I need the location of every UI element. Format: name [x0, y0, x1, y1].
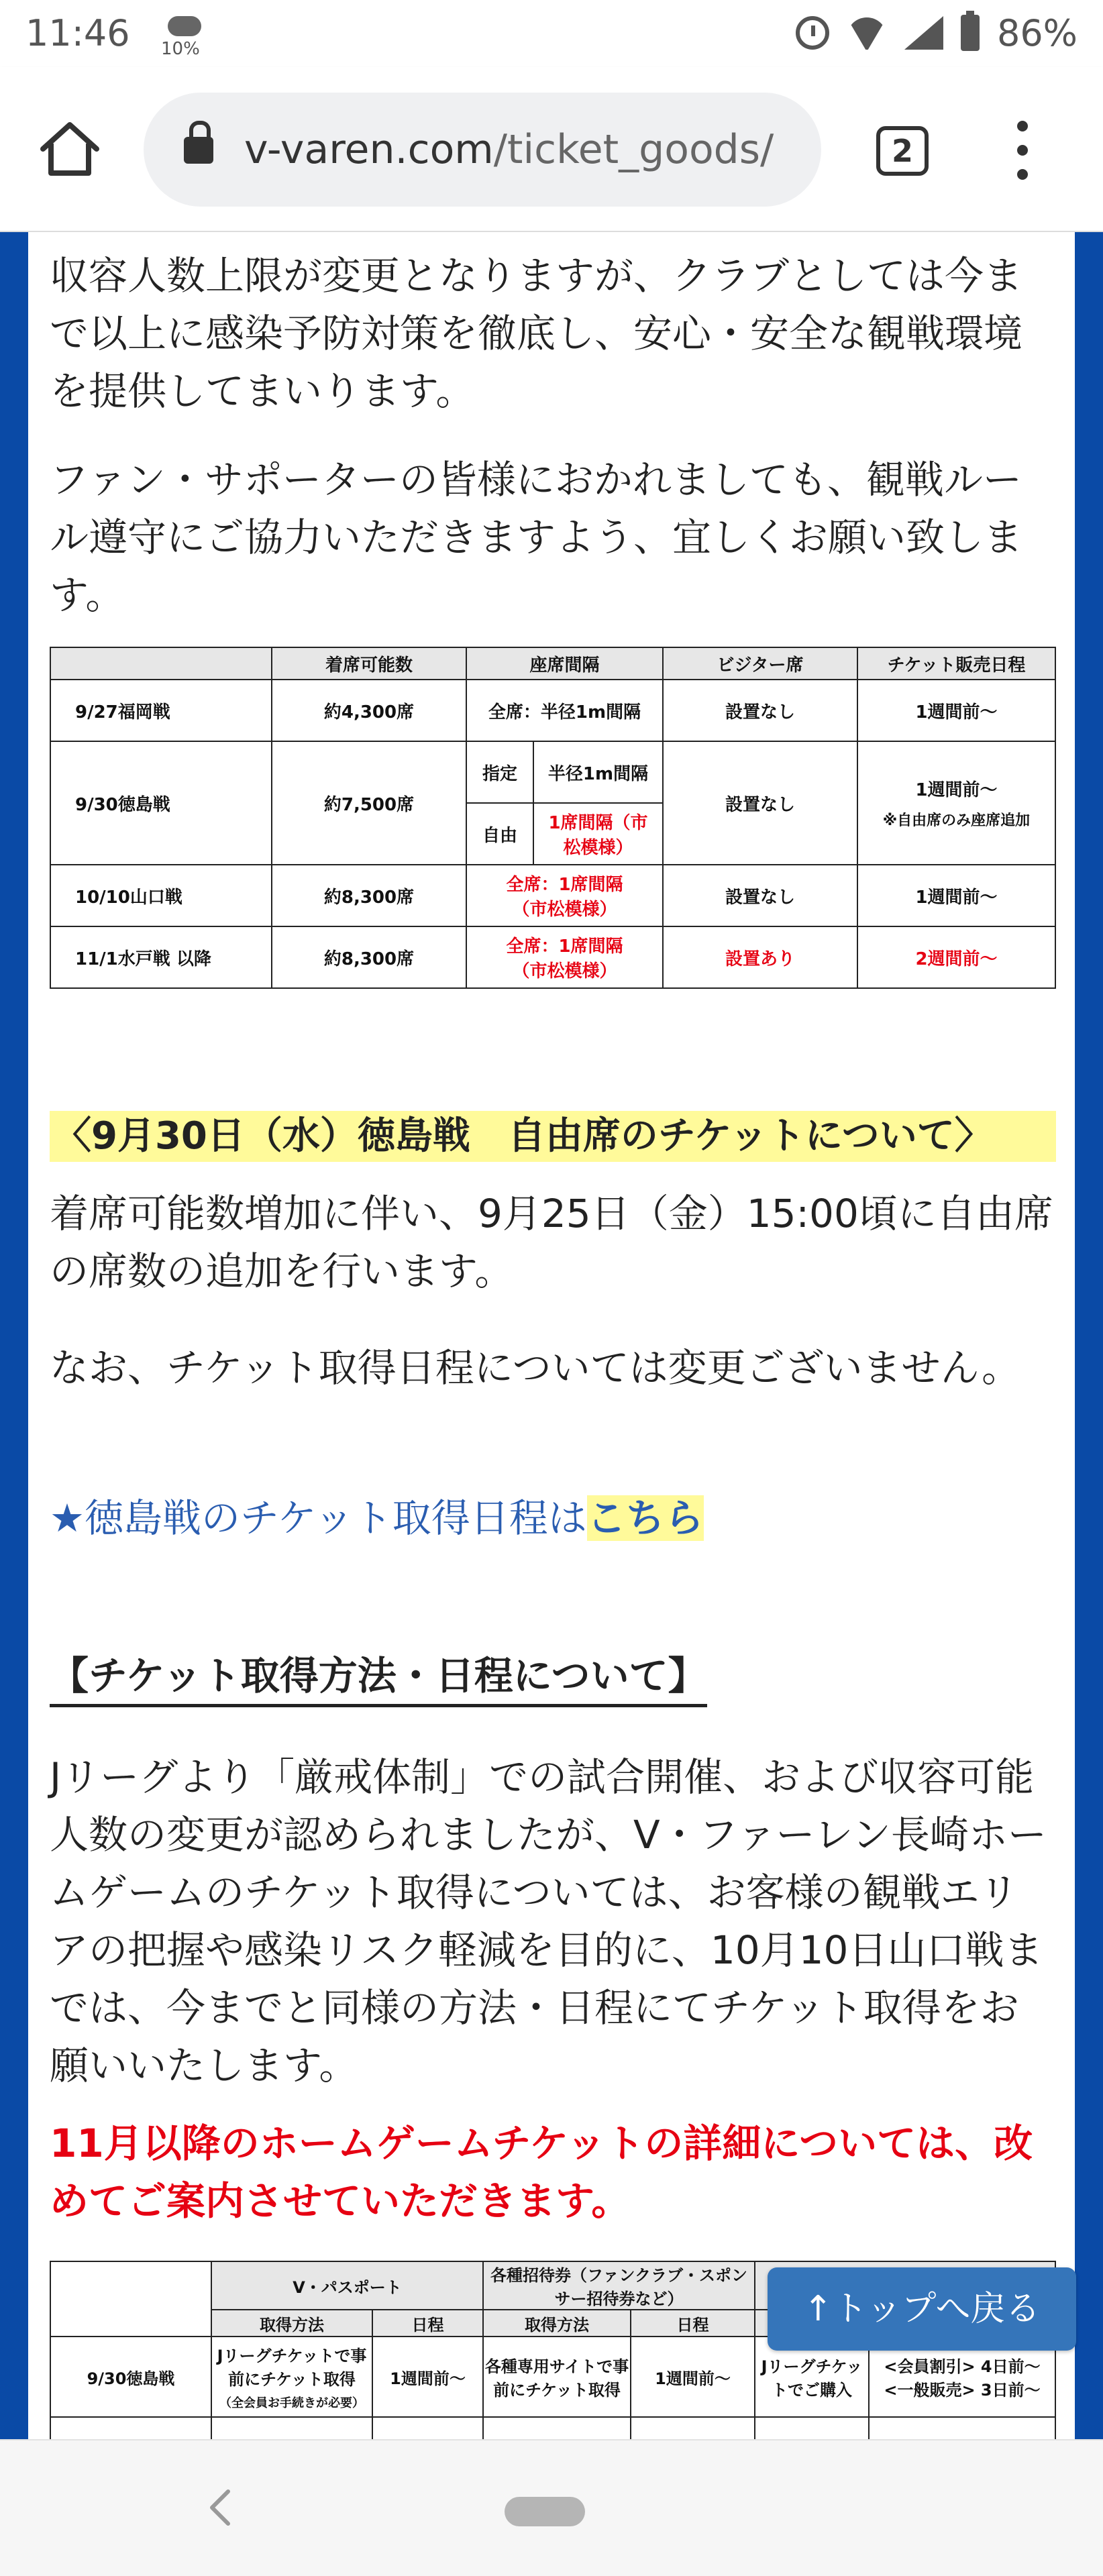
visitor-cell: 設置なし: [663, 680, 857, 741]
match-cell: 9/30徳島戦: [50, 2337, 211, 2417]
article-body: [28, 232, 1075, 2439]
paragraph: 収容人数上限が変更となりますが、クラブとしては今まで以上に感染予防対策を徹底し、安心・安全な観戦環境を提供してまいります。: [50, 253, 1023, 414]
section-heading: 〈9月30日（水）徳島戦 自由席のチケットについて〉: [50, 1111, 1056, 1162]
status-time: 11:46: [25, 12, 130, 54]
sales-cell: 1週間前～: [857, 865, 1055, 926]
capacity-cell: 約8,300席: [272, 926, 466, 988]
section-heading: 【チケット取得方法・日程について】: [50, 1648, 707, 1707]
capacity-cell: 約4,300席: [272, 680, 466, 741]
url-domain: v-varen.com: [244, 126, 494, 173]
sales-cell: 2週間前～: [857, 926, 1055, 988]
address-bar[interactable]: [144, 93, 821, 207]
invite-date-cell: 1週間前～: [631, 2337, 755, 2417]
vp-method: Jリーグチケットで事前にチケット取得: [217, 2347, 367, 2389]
visitor-cell: 設置あり: [663, 926, 857, 988]
here-link[interactable]: こちら: [586, 1495, 704, 1541]
table-row: [50, 926, 1055, 988]
paragraph: 着席可能数増加に伴い、9月25日（金）15:00頃に自由席の席数の追加を行います。: [50, 1191, 1053, 1294]
match-cell: 9/30徳島戦: [50, 741, 272, 865]
web-page: [0, 232, 1103, 2439]
vp-date-cell: 1週間前～: [372, 2337, 483, 2417]
vp-method-cell: [211, 2337, 372, 2417]
spacing-label: 指定: [466, 741, 533, 803]
red-notice: 11月以降のホームゲームチケットの詳細については、改めてご案内させていただきます。: [50, 2121, 1033, 2224]
browser-toolbar: [0, 67, 1103, 232]
chevron-left-icon: [201, 2487, 242, 2528]
paragraph: Jリーグより「厳戒体制」での試合開催、および収容可能人数の変更が認められましたが、V・ファーレン長崎ホームゲームのチケット取得については、お客様の観戦エリアの把握や感染リスク軽減を目的に、10月10日山口戦までは、今までと同様の方法・日程にてチケット取得をお願いいたします。: [50, 1754, 1047, 2088]
system-nav-bar: [0, 2439, 1103, 2576]
wifi-icon: [847, 16, 887, 50]
table-header: V・パスポート: [211, 2261, 483, 2310]
tab-switcher-button[interactable]: 2: [876, 126, 929, 176]
table-subheader: 取得方法: [211, 2310, 372, 2337]
match-cell: 10/10山口戦: [50, 865, 272, 926]
vp-method-note: （全会員お手続きが必要）: [219, 2396, 364, 2410]
spacing-cell: 半径1m間隔: [533, 741, 663, 803]
sales-value: 1週間前～: [915, 780, 998, 800]
home-gesture-pill[interactable]: [505, 2497, 585, 2526]
url-path: /ticket_goods/: [493, 126, 774, 173]
visitor-cell: 設置なし: [663, 865, 857, 926]
spacing-cell: 全席：1席間隔（市松模様）: [466, 865, 663, 926]
home-icon: [38, 119, 102, 177]
paragraph: ファン・サポーターの皆様におかれましても、観戦ルール遵守にご協力いただきますよう、宜しくお願い致します。: [50, 457, 1023, 618]
lock-icon: [184, 137, 213, 164]
table-header: 着席可能数: [272, 647, 466, 680]
table-header: [50, 647, 272, 680]
visitor-cell: 設置なし: [663, 741, 857, 865]
table-row: [50, 2417, 1055, 2439]
invite-method-cell: 各種専用サイトで事前にチケット取得: [483, 2337, 631, 2417]
paragraph: なお、チケット取得日程については変更ございません。: [50, 1345, 1021, 1391]
table-row: [50, 865, 1055, 926]
spacing-cell: 1席間隔（市松模様）: [533, 803, 663, 865]
back-to-top-button[interactable]: ↑トップへ戻る: [768, 2267, 1076, 2351]
signal-icon: [904, 16, 943, 50]
table-header: チケット販売日程: [857, 647, 1055, 680]
spacing-label: 自由: [466, 803, 533, 865]
general-method-cell: Jリーグチケットでご購入: [755, 2337, 869, 2417]
table-subheader: 日程: [372, 2310, 483, 2337]
status-bar: [0, 0, 1103, 67]
match-cell: 11/1水戸戦 以降: [50, 926, 272, 988]
home-button[interactable]: [38, 119, 102, 177]
capacity-cell: 約8,300席: [272, 865, 466, 926]
table-header: 座席間隔: [466, 647, 663, 680]
url-text: [244, 126, 774, 173]
weather-label: 10%: [161, 39, 200, 59]
sales-note: ※自由席のみ座席追加: [882, 812, 1031, 829]
table-header: [50, 2261, 211, 2337]
seat-table: [50, 647, 1056, 989]
spacing-cell: 全席：半径1m間隔: [466, 680, 663, 741]
table-subheader: 取得方法: [483, 2310, 631, 2337]
battery-icon: [961, 15, 980, 51]
battery-percent: 86%: [996, 11, 1078, 54]
table-header: ビジター席: [663, 647, 857, 680]
back-icon[interactable]: [201, 2487, 242, 2528]
table-header: 各種招待券（ファンクラブ・スポンサー招待券など）: [483, 2261, 755, 2310]
table-row: [50, 680, 1055, 741]
overflow-menu-icon[interactable]: [1009, 121, 1036, 181]
spacing-cell: 全席：1席間隔（市松模様）: [466, 926, 663, 988]
weather-icon: [161, 9, 208, 63]
table-subheader: 日程: [631, 2310, 755, 2337]
sales-cell: 1週間前～: [857, 680, 1055, 741]
schedule-link-line: [50, 1489, 704, 1547]
capacity-cell: 約7,500席: [272, 741, 466, 865]
alarm-icon: [796, 16, 829, 50]
table-row: [50, 741, 1055, 803]
match-cell: 9/27福岡戦: [50, 680, 272, 741]
general-date-member: <会員割引> 4日前～: [884, 2357, 1041, 2376]
schedule-link-text[interactable]: ★徳島戦のチケット取得日程は: [50, 1495, 587, 1541]
sales-cell: [857, 741, 1055, 865]
general-date-public: <一般販売> 3日前～: [884, 2381, 1041, 2400]
